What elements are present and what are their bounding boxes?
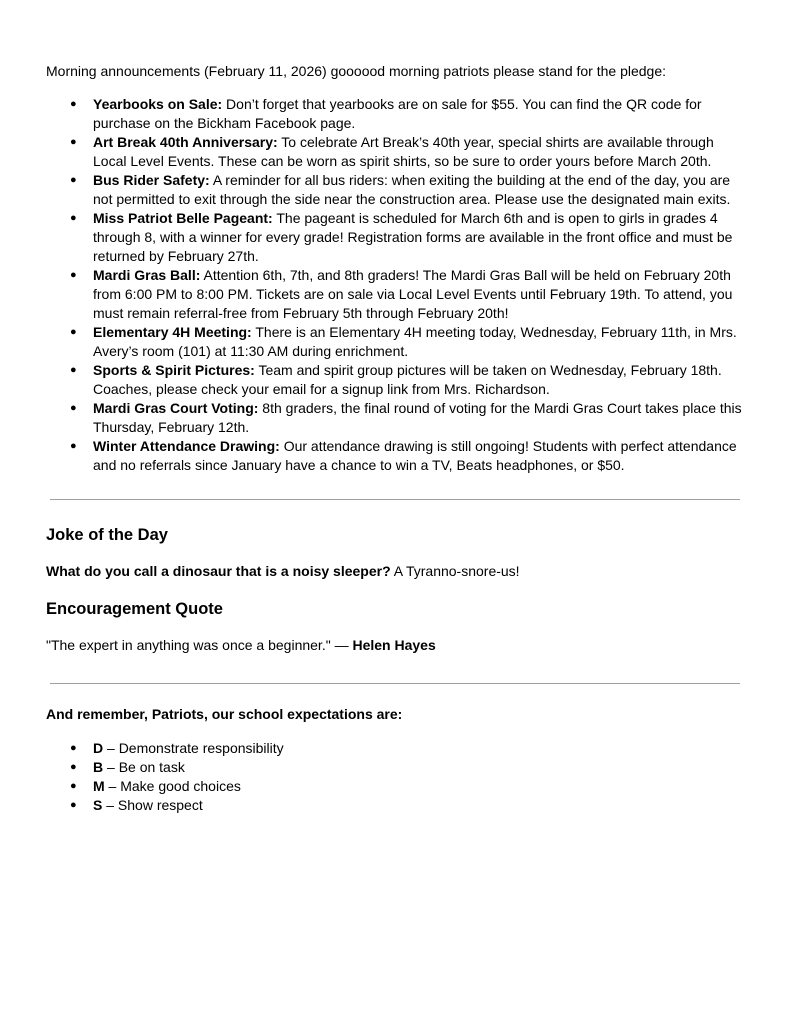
item-title: Winter Attendance Drawing: <box>93 438 280 454</box>
quote-author: Helen Hayes <box>352 637 436 653</box>
item-title: Art Break 40th Anniversary: <box>93 134 278 150</box>
item-title: Mardi Gras Court Voting: <box>93 400 259 416</box>
list-item <box>46 437 746 475</box>
list-item <box>46 95 746 133</box>
quote-text <box>46 636 746 655</box>
item-title: Yearbooks on Sale: <box>93 96 223 112</box>
divider <box>50 499 740 500</box>
list-item <box>46 796 746 815</box>
joke-question: What do you call a dinosaur that is a noisy sleeper? <box>46 563 391 579</box>
item-title: Miss Patriot Belle Pageant: <box>93 210 273 226</box>
intro-text: Morning announcements (February 11, 2026) goooood morning patriots please stand for the pledge: <box>46 63 667 79</box>
item-text: 8th graders, the final round of voting for the Mardi Gras Court takes place this Thursday, February 12th. <box>93 400 742 435</box>
item-text: – Make good choices <box>104 778 241 794</box>
item-letter: B <box>93 759 104 775</box>
item-text: The pageant is scheduled for March 6th and is open to girls in grades 4 through 8, with a winner for every grade! Registration forms are available in the front office and must be returned by February 27th. <box>93 210 733 264</box>
list-item <box>46 209 746 266</box>
item-text: – Demonstrate responsibility <box>103 740 284 756</box>
item-text: – Show respect <box>102 797 203 813</box>
list-item <box>46 323 746 361</box>
item-text: A reminder for all bus riders: when exiting the building at the end of the day, you are not permitted to exit through the side near the construction area. Please use the designated main exits. <box>93 172 731 207</box>
item-text: Our attendance drawing is still ongoing! Students with perfect attendance and no referrals since January have a chance to win a TV, Beats headphones, or $50. <box>93 438 737 473</box>
item-text: To celebrate Art Break’s 40th year, special shirts are available through Local Level Events. These can be worn as spirit shirts, so be sure to order yours before March 20th. <box>93 134 714 169</box>
joke-heading: Joke of the Day <box>46 526 168 544</box>
item-letter: D <box>93 740 104 756</box>
joke-answer: A Tyranno-snore-us! <box>390 563 520 579</box>
quote-body: "The expert in anything was once a beginner." — <box>46 637 353 653</box>
item-title: Sports & Spirit Pictures: <box>93 362 255 378</box>
joke-text <box>46 562 746 581</box>
announcements-list <box>46 95 746 475</box>
item-letter: S <box>93 797 103 813</box>
item-letter: M <box>93 778 105 794</box>
item-title: Bus Rider Safety: <box>93 172 210 188</box>
item-text: Attention 6th, 7th, and 8th graders! The Mardi Gras Ball will be held on February 20th from 6:00 PM to 8:00 PM. Tickets are on sale via Local Level Events until February 19th. To attend, you must remain referral-free from February 5th through February 20th! <box>93 267 733 321</box>
item-text: There is an Elementary 4H meeting today, Wednesday, February 11th, in Mrs. Avery’s room (101) at 11:30 AM during enrichment. <box>93 324 737 359</box>
item-title: Mardi Gras Ball: <box>93 267 201 283</box>
list-item <box>46 266 746 323</box>
item-text: Team and spirit group pictures will be taken on Wednesday, February 18th. Coaches, please check your email for a signup link from Mrs. Richardson. <box>93 362 722 397</box>
item-text: – Be on task <box>103 759 185 775</box>
list-item <box>46 133 746 171</box>
item-title: Elementary 4H Meeting: <box>93 324 252 340</box>
list-item <box>46 171 746 209</box>
list-item <box>46 361 746 399</box>
quote-heading: Encouragement Quote <box>46 600 223 618</box>
expectations-list <box>46 739 746 815</box>
divider <box>50 683 740 684</box>
list-item <box>46 758 746 777</box>
item-text: Don’t forget that yearbooks are on sale for $55. You can find the QR code for purchase on the Bickham Facebook page. <box>93 96 702 131</box>
list-item <box>46 777 746 796</box>
expectations-intro: And remember, Patriots, our school expectations are: <box>46 706 403 722</box>
list-item <box>46 739 746 758</box>
list-item <box>46 399 746 437</box>
